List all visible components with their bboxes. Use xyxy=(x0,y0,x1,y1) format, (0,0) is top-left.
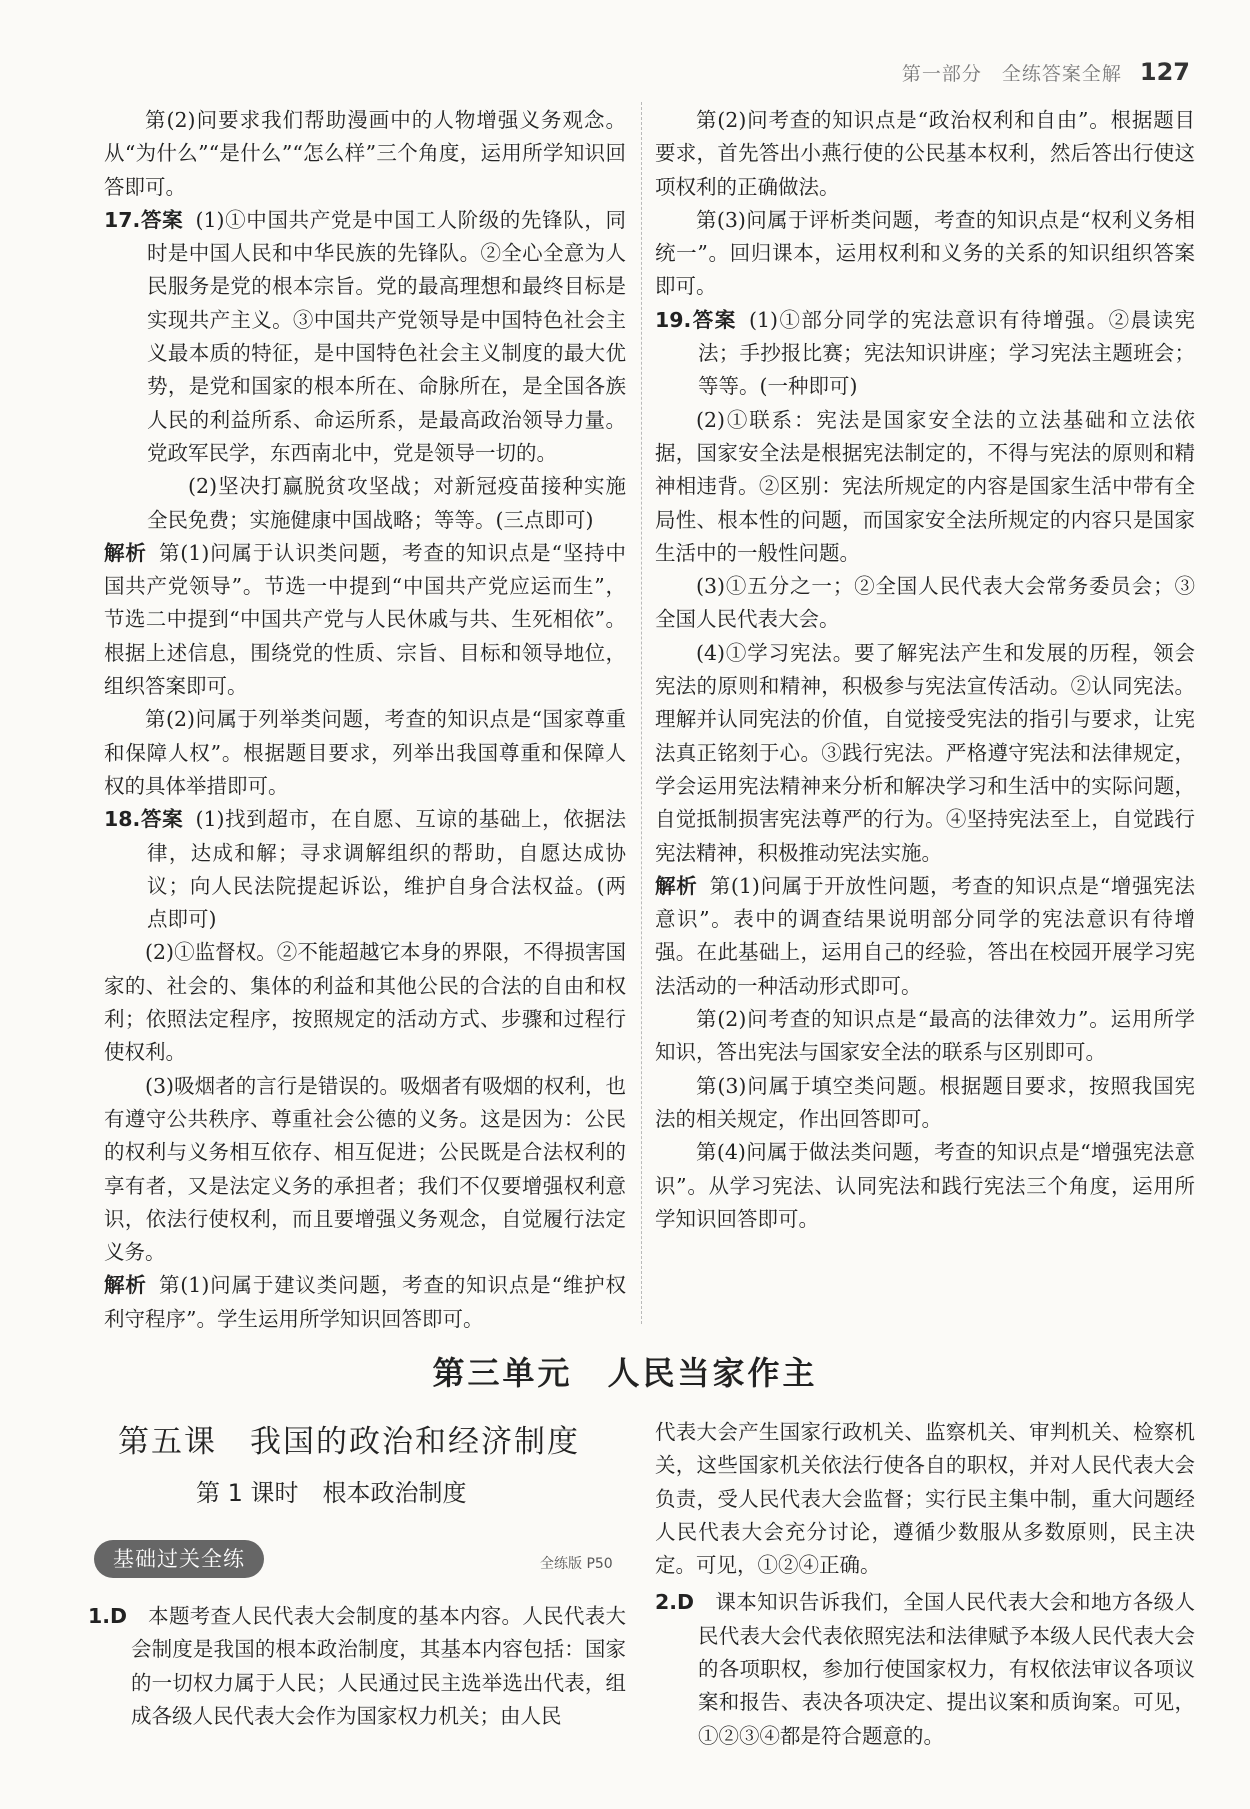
answer-text: (1)①部分同学的宪法意识有待增强。②晨读宪法；手抄报比赛；宪法知识讲座；学习宪法主题班会；等等。(一种即可) xyxy=(698,307,1195,399)
page-number: 127 xyxy=(1139,58,1190,86)
answer-text: (3)吸烟者的言行是错误的。吸烟者有吸烟的权利，也有遵守公共秩序、尊重社会公德的义务。这是因为：公民的权利与义务相互依存、相互促进；公民既是合法权利的享有者，又是法定义务的承担者；我们不仅要增强权利意识，依法行使权利，而且要增强义务观念，自觉履行法定义务。 xyxy=(104,1073,626,1265)
analysis-19 xyxy=(655,870,1195,1003)
left-column xyxy=(104,104,626,1336)
analysis-text: 第(1)问属于开放性问题，考查的知识点是“增强宪法意识”。表中的调查结果说明部分同学的宪法意识有待增强。在此基础上，运用自己的经验，答出在校园开展学习宪法活动的一种活动形式即可。 xyxy=(655,873,1195,998)
answer-text: (2)坚决打赢脱贫攻坚战；对新冠疫苗接种实施全民免费；实施健康中国战略；等等。(三点即可) xyxy=(147,474,626,532)
lesson-title: 第五课 我国的政治和经济制度 xyxy=(118,1424,580,1460)
question-17 xyxy=(104,204,626,470)
analysis-label: 解析 xyxy=(104,540,147,565)
paragraph: 第(2)问考查的知识点是“政治权利和自由”。根据题目要求，首先答出小燕行使的公民基本权利，然后答出行使这项权利的正确做法。 xyxy=(655,108,1195,199)
answer-text: (4)①学习宪法。要了解宪法产生和发展的历程，领会宪法的原则和精神，积极参与宪法宣传活动。②认同宪法。理解并认同宪法的价值，自觉接受宪法的指引与要求，让宪法真正铭刻于心。③践行宪法。严格遵守宪法和法律规定，学会运用宪法精神来分析和解决学习和生活中的实际问题，自觉抵制损害宪法尊严的行为。④坚持宪法至上，自觉践行宪法精神，积极推动宪法实施。 xyxy=(655,640,1195,865)
question-number: 17. xyxy=(104,207,141,232)
analysis-text: 第(3)问属于填空类问题。根据题目要求，按照我国宪法的相关规定，作出回答即可。 xyxy=(655,1073,1195,1131)
answer-text: 课本知识告诉我们，全国人民代表大会和地方各级人民代表大会代表依照宪法和法律赋予本级人民代表大会的各项职权，参加行使国家权力，有权依法审议各项议案和报告、表决各项决定、提出议案和质询案。可见，①②③④都是符合题意的。 xyxy=(698,1590,1196,1748)
lower-right-column xyxy=(655,1416,1195,1753)
answer-label: 答案 xyxy=(140,207,184,232)
answer-label: 答案 xyxy=(691,307,737,332)
analysis-text: 第(2)问属于列举类问题，考查的知识点是“国家尊重和保障人权”。根据题目要求，列举出我国尊重和保障人权的具体举措即可。 xyxy=(104,707,626,798)
unit-title: 第三单元 人民当家作主 xyxy=(432,1354,818,1392)
right-column xyxy=(655,104,1195,1236)
answer-text: (2)①监督权。②不能超越它本身的界限，不得损害国家的、社会的、集体的利益和其他公民的合法的自由和权利；依照法定程序，按照规定的活动方式、步骤和过程行使权利。 xyxy=(104,940,626,1065)
paragraph: 第(3)问属于评析类问题，考查的知识点是“权利义务相统一”。回归课本，运用权利和义务的关系的知识组织答案即可。 xyxy=(655,207,1195,299)
answer-text: 本题考查人民代表大会制度的基本内容。人民代表大会制度是我国的根本政治制度，其基本内容包括：国家的一切权力属于人民；人民通过民主选举选出代表，组成各级人民代表大会作为国家权力机关；由人民 xyxy=(131,1604,626,1728)
page-header xyxy=(902,58,1190,86)
answer-text: (2)①联系：宪法是国家安全法的立法基础和立法依据，国家安全法是根据宪法制定的，不得与宪法的原则和精神相违背。②区别：宪法所规定的内容是国家生活中带有全局性、根本性的问题，而国家安全法所规定的内容只是国家生活中的一般性问题。 xyxy=(655,407,1195,565)
answer-text: 代表大会产生国家行政机关、监察机关、审判机关、检察机关，这些国家机关依法行使各自的职权，并对人民代表大会负责，受人民代表大会监督；实行民主集中制，重大问题经人民代表大会充分讨论，遵循少数服从多数原则，民主决定。可见，①②④正确。 xyxy=(655,1420,1195,1578)
analysis-label: 解析 xyxy=(655,873,698,898)
lower-left-column xyxy=(88,1600,626,1733)
answer-text: (1)①中国共产党是中国工人阶级的先锋队，同时是中国人民和中华民族的先锋队。②全心全意为人民服务是党的根本宗旨。党的最高理想和最终目标是实现共产主义。③中国共产党领导是中国特色社会主义最本质的特征，是中国特色社会主义制度的最大优势，是党和国家的根本所在、命脉所在，是全国各族人民的利益所系、命运所系，是最高政治领导力量。党政军民学，东西南北中，党是领导一切的。 xyxy=(147,207,626,465)
analysis-18 xyxy=(104,1269,626,1336)
answer-text: (3)①五分之一；②全国人民代表大会常务委员会；③全国人民代表大会。 xyxy=(655,574,1195,632)
answer-text: (1)找到超市，在自愿、互谅的基础上，依据法律，达成和解；寻求调解组织的帮助，自愿达成协议；向人民法院提起诉讼，维护自身合法权益。(两点即可) xyxy=(147,807,626,932)
question-18 xyxy=(104,803,626,936)
analysis-text: 第(1)问属于认识类问题，考查的知识点是“坚持中国共产党领导”。节选一中提到“中国共产党应运而生”，节选二中提到“中国共产党与人民休戚与共、生死相依”。根据上述信息，围绕党的性质、宗旨、目标和领导地位，组织答案即可。 xyxy=(104,540,626,699)
analysis-label: 解析 xyxy=(104,1273,147,1298)
paragraph: 第(2)问要求我们帮助漫画中的人物增强义务观念。从“为什么”“是什么”“怎么样”三个角度，运用所学知识回答即可。 xyxy=(104,108,626,199)
question-number: 2.D xyxy=(655,1590,695,1615)
analysis-text: 第(1)问属于建议类问题，考查的知识点是“维护权利守程序”。学生运用所学知识回答即可。 xyxy=(104,1273,626,1331)
analysis-17 xyxy=(104,537,626,703)
question-1 xyxy=(88,1600,626,1733)
question-number: 18. xyxy=(104,807,141,832)
period-title: 第 1 课时 根本政治制度 xyxy=(196,1479,467,1507)
analysis-text: 第(2)问考查的知识点是“最高的法律效力”。运用所学知识，答出宪法与国家安全法的联系与区别即可。 xyxy=(655,1007,1195,1065)
question-number: 1.D xyxy=(88,1604,128,1628)
analysis-text: 第(4)问属于做法类问题，考查的知识点是“增强宪法意识”。从学习宪法、认同宪法和践行宪法三个角度，运用所学知识回答即可。 xyxy=(655,1140,1195,1231)
page-reference: 全练版 P50 xyxy=(540,1556,613,1572)
question-2 xyxy=(655,1586,1195,1752)
section-badge: 基础过关全练 xyxy=(94,1540,264,1578)
question-number: 19. xyxy=(655,307,692,332)
answer-label: 答案 xyxy=(140,807,184,832)
section-title: 第一部分 全练答案全解 xyxy=(901,63,1122,85)
question-19 xyxy=(655,304,1195,404)
column-divider xyxy=(641,102,642,1324)
